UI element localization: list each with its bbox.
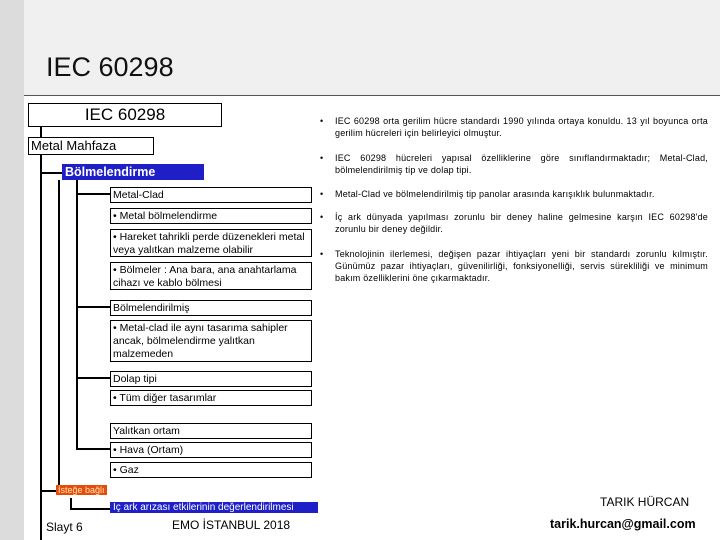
yalitkan-ortam-item: • Hava (Ortam) xyxy=(110,442,312,458)
connector-to-dolap xyxy=(76,377,110,379)
connector-to-yalitkan xyxy=(76,448,110,450)
connector-to-bolmelendirme xyxy=(40,172,62,174)
metal-clad-item: • Bölmeler : Ana bara, ana anahtarlama cihazı ve kablo bölmesi xyxy=(110,262,312,290)
ic-ark-note: İç ark arızası etkilerinin değerlendirilmesi xyxy=(110,502,318,513)
yalitkan-ortam-item: • Gaz xyxy=(110,462,312,478)
bolmelendirme-box: Bölmelendirme xyxy=(62,164,204,180)
footer-author: TARIK HÜRCAN xyxy=(600,495,690,509)
connector-groups-trunk xyxy=(76,180,78,450)
connector-bolmelendirme-trunk xyxy=(58,180,60,488)
bullet-item: • IEC 60298 orta gerilim hücre standardı 1990 yılında ortaya konuldu. 13 yıl boyunca orta gerilim hücreleri için belirleyici olmuştur. xyxy=(320,116,708,138)
bullet-item: • IEC 60298 hücreleri yapısal özelliklerine göre sınıflandırmaktadır; Metal-Clad, bölmelendirilmiş tip ve dolap tipi. xyxy=(320,153,708,175)
yalitkan-ortam-title: Yalıtkan ortam xyxy=(110,423,312,439)
bolmelendirilmis-item: • Metal-clad ile aynı tasarıma sahipler ancak, bölmelendirme yalıtkan malzemeden xyxy=(110,320,312,362)
dolap-tipi-item: • Tüm diğer tasarımlar xyxy=(110,390,312,406)
connector-to-bolmelendirilmis xyxy=(76,306,110,308)
bullet-item: • İç ark dünyada yapılması zorunlu bir deney haline gelmesine karşın IEC 60298'de zorunlu bir deney değildir. xyxy=(320,212,708,234)
metal-clad-item: • Metal bölmelendirme xyxy=(110,208,312,224)
connector-to-metal-clad xyxy=(76,193,110,195)
footer-email: tarik.hurcan@gmail.com xyxy=(550,517,696,531)
istege-bagli-tag: İsteğe bağlı xyxy=(58,485,105,495)
metal-clad-title: Metal-Clad xyxy=(110,187,312,203)
connector-to-ic-ark xyxy=(70,508,110,510)
footer-organization: EMO İSTANBUL 2018 xyxy=(172,518,291,532)
header-rule xyxy=(24,95,720,96)
bullet-item: • Metal-Clad ve bölmelendirilmiş tip panolar arasında karışıklık bulunmaktadır. xyxy=(320,189,655,199)
dolap-tipi-title: Dolap tipi xyxy=(110,371,312,387)
bolmelendirilmis-title: Bölmelendirilmiş xyxy=(110,300,312,316)
bullet-item: • Teknolojinin ilerlemesi, değişen pazar ihtiyaçları yeni bir standardı zorunlu kılmıştır. Günümüz pazar ihtiyaçları, güvenilirliği, fonksiyonelliği, servis sürekliliği ve minimum bakım özelliklerini öne çıkarmaktadır. xyxy=(320,249,708,283)
left-strip xyxy=(0,0,24,540)
connector-mahfaza-trunk xyxy=(40,152,42,540)
metal-mahfaza-box: Metal Mahfaza xyxy=(28,137,154,155)
tree-root: IEC 60298 xyxy=(28,103,222,127)
metal-clad-item: • Hareket tahrikli perde düzenekleri metal veya yalıtkan malzeme olabilir xyxy=(110,229,312,257)
slide-title: IEC 60298 xyxy=(46,52,174,82)
slide-number: Slayt 6 xyxy=(46,520,83,534)
